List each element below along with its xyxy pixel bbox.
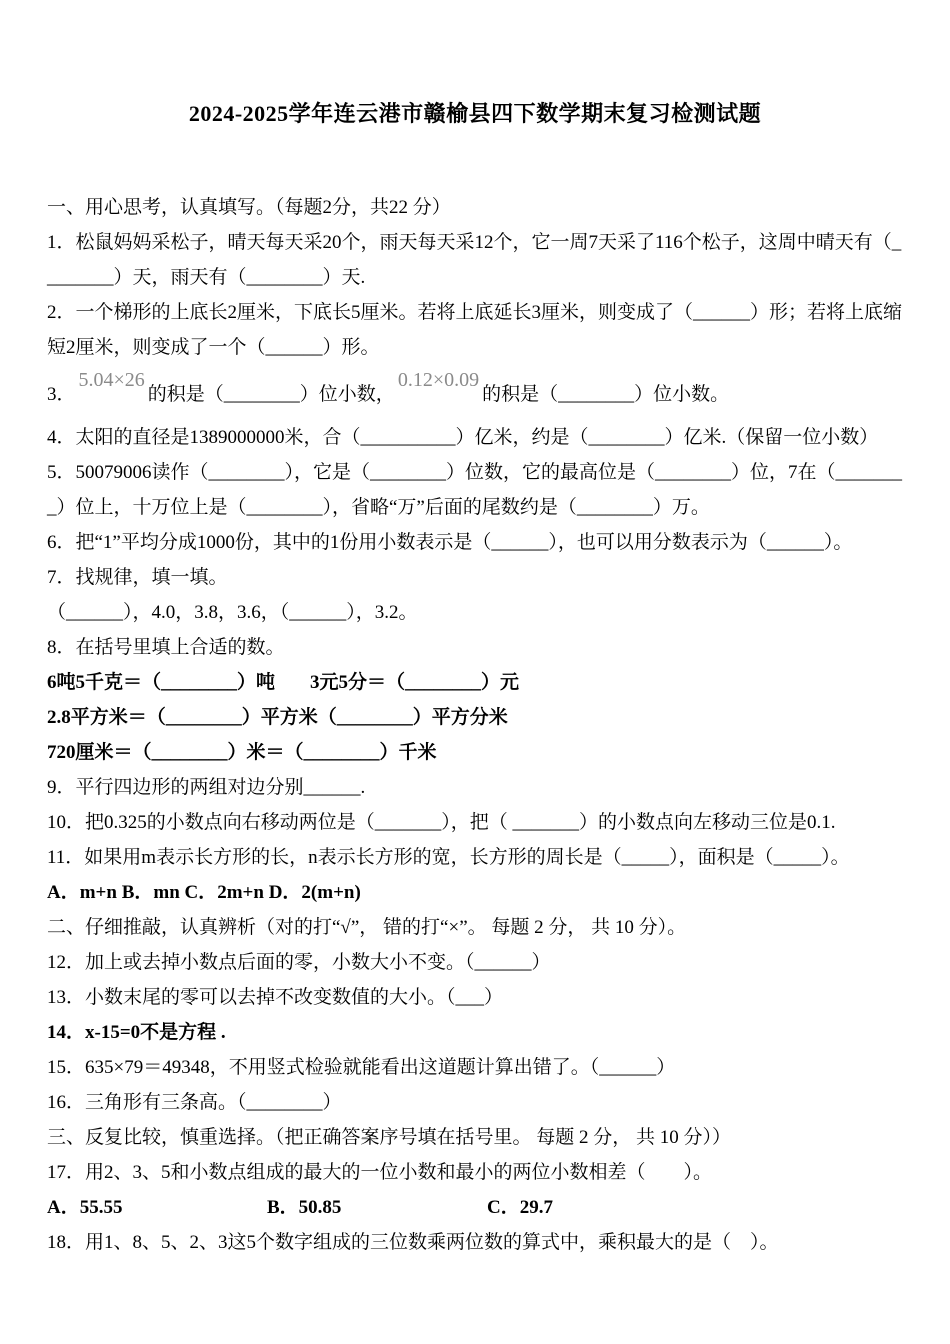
question-17-options — [47, 1190, 903, 1225]
question-8-stem: 8．在括号里填上合适的数。 — [47, 637, 285, 658]
math-expression-2: 0.12×0.09 — [397, 369, 480, 391]
question-3-number: 3． — [47, 384, 76, 405]
question-11-options: A．m+n B．mn C．2m+n D．2(m+n) — [47, 882, 361, 903]
question-14: 14．x-15=0不是方程 . — [47, 1022, 226, 1043]
question-8-row-1-right: 3元5分＝（________）元 — [310, 672, 520, 693]
question-11: 11．如果用m表示长方形的长，n表示长方形的宽，长方形的周长是（_____），面积是（_____）。 — [47, 847, 850, 868]
question-7-stem: 7．找规律，填一填。 — [47, 567, 228, 588]
question-15: 15．635×79＝49348，不用竖式检验就能看出这道题计算出错了。（______） — [47, 1057, 676, 1078]
question-4: 4．太阳的直径是1389000000米，合（__________）亿米，约是（________）亿米.（保留一位小数） — [47, 427, 879, 448]
question-16: 16．三角形有三条高。（________） — [47, 1092, 342, 1113]
question-10: 10．把0.325的小数点向右移动两位是（_______），把（ _______）的小数点向左移动三位是0.1. — [47, 812, 836, 833]
question-18: 18．用1、8、5、2、3这5个数字组成的三位数乘两位数的算式中，乘积最大的是（ ）。 — [47, 1232, 779, 1253]
question-8-row-1 — [47, 665, 903, 700]
question-1: 1．松鼠妈妈采松子，晴天每天采20个，雨天每天采12个，它一周7天采了116个松子，这周中晴天有（________）天，雨天有（________）天. — [47, 232, 902, 288]
question-3 — [47, 365, 903, 420]
question-17-option-b: B．50.85 — [267, 1197, 342, 1218]
question-5: 5．50079006读作（________），它是（________）位数，它的最高位是（________）位，7在（________）位上，十万位上是（________），省略“万”后面的尾数约是（________）万。 — [47, 462, 903, 518]
document-title: 2024-2025学年连云港市赣榆县四下数学期末复习检测试题 — [188, 101, 762, 126]
question-2: 2．一个梯形的上底长2厘米，下底长5厘米。若将上底延长3厘米，则变成了（______）形；若将上底缩短2厘米，则变成了一个（______）形。 — [47, 302, 903, 358]
question-8-row-1-left: 6吨5千克＝（________）吨 — [47, 672, 276, 693]
question-17: 17．用2、3、5和小数点组成的最大的一位小数和最小的两位小数相差（ ）。 — [47, 1162, 713, 1183]
question-7-sequence: （______），4.0，3.8，3.6，（______），3.2。 — [47, 602, 418, 623]
question-3-text-2: 的积是（________）位小数。 — [482, 384, 730, 405]
question-13: 13．小数末尾的零可以去掉不改变数值的大小。（___） — [47, 987, 504, 1008]
question-17-option-a: A．55.55 — [47, 1197, 123, 1218]
question-8-row-3: 720厘米＝（________）米＝（________）千米 — [47, 742, 437, 763]
question-6: 6．把“1”平均分成1000份，其中的1份用小数表示是（______），也可以用分数表示为（______）。 — [47, 532, 853, 553]
question-17-option-c: C．29.7 — [487, 1197, 553, 1218]
section-2-header: 二、仔细推敲，认真辨析（对的打“√”， 错的打“×”。 每题 2 分， 共 10 分）。 — [47, 917, 687, 938]
question-9: 9．平行四边形的两组对边分别______. — [47, 777, 366, 798]
math-expression-1: 5.04×26 — [78, 369, 145, 391]
section-1-header: 一、用心思考，认真填写。（每题2分，共22 分） — [47, 197, 451, 218]
question-3-text-1: 的积是（________）位小数， — [147, 384, 395, 405]
question-8-row-2: 2.8平方米＝（________）平方米（________）平方分米 — [47, 707, 508, 728]
question-12: 12．加上或去掉小数点后面的零，小数大小不变。（______） — [47, 952, 551, 973]
section-3-header: 三、反复比较，慎重选择。（把正确答案序号填在括号里。 每题 2 分， 共 10 分）） — [47, 1127, 732, 1148]
